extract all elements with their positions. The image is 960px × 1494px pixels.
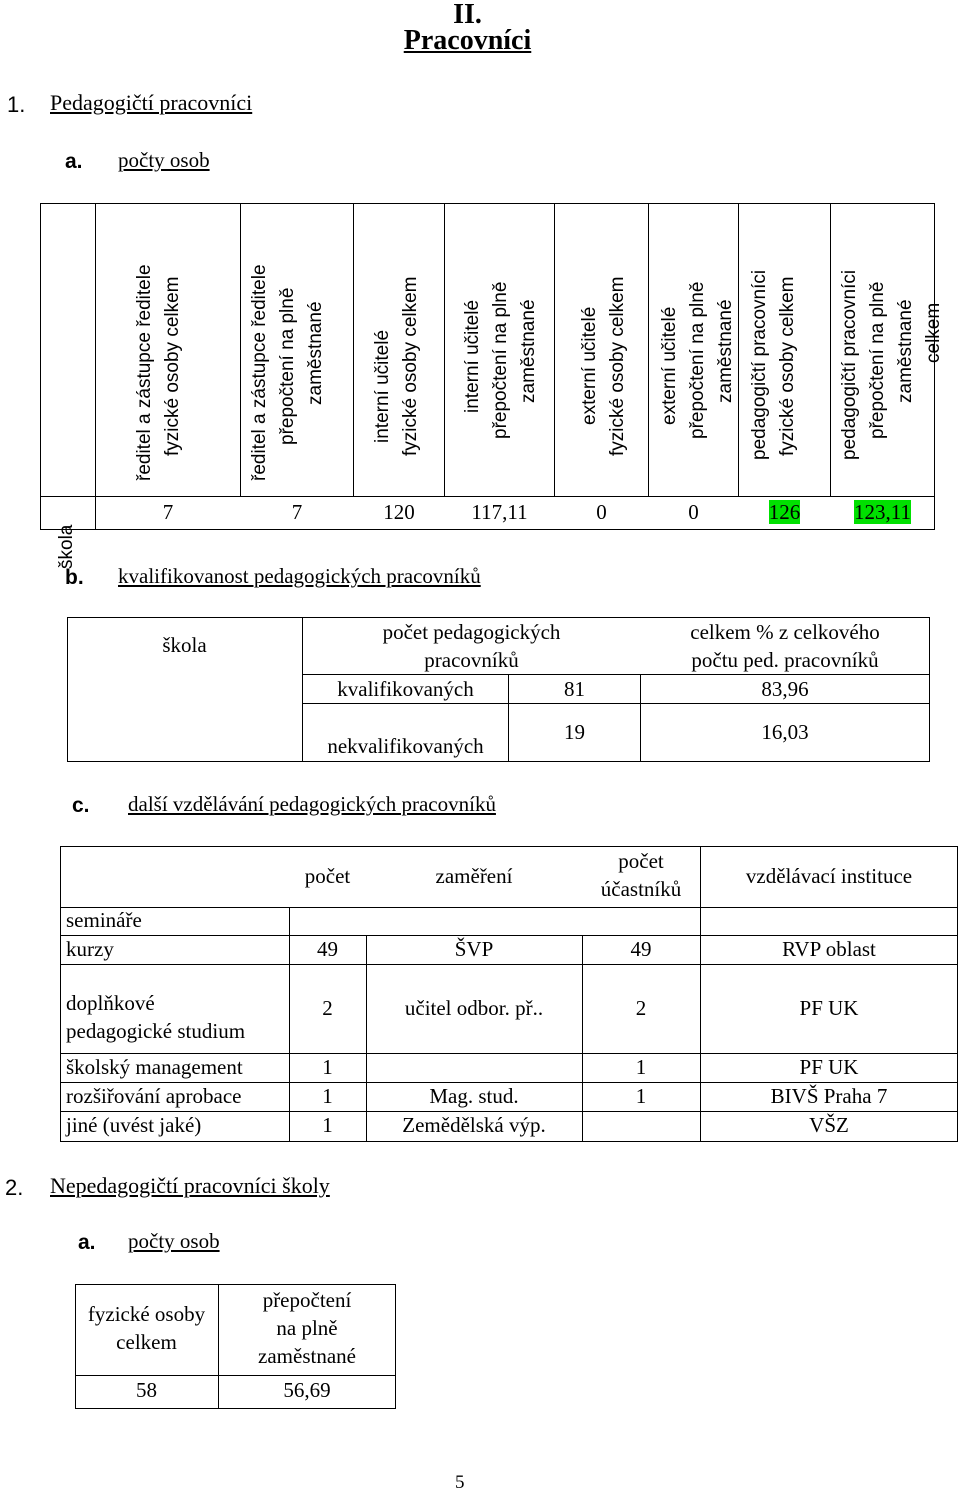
subsection-1b-letter: b.	[65, 566, 84, 589]
col-header-external-fte-3: zaměstnané	[715, 299, 736, 403]
training-row-label: semináře	[66, 908, 142, 932]
col-header-director-fte-2: přepočtení na plně	[277, 287, 298, 445]
training-row-institution: BIVŠ Praha 7	[770, 1084, 888, 1108]
training-row-participants: 1	[635, 1084, 647, 1108]
nonped-header-fte-2: na plně	[276, 1316, 338, 1340]
section-2-title: Nepedagogičtí pracovníci školy	[50, 1173, 330, 1198]
nonped-value-fte: 56,69	[283, 1378, 331, 1402]
training-row-institution: RVP oblast	[782, 937, 876, 961]
value-internal-fte: 117,11	[471, 500, 528, 524]
training-row-count: 1	[322, 1055, 333, 1079]
value-external-fte: 0	[688, 500, 699, 524]
value-director-fte: 7	[291, 500, 303, 524]
training-row-focus: ŠVP	[454, 937, 494, 961]
training-row-participants: 1	[635, 1055, 647, 1079]
col-header-internal-persons-1: interní učitelé	[372, 329, 393, 443]
qual-row-pct: 83,96	[761, 677, 809, 701]
col-header-internal-fte-3: zaměstnané	[518, 299, 539, 403]
qual-row-count: 81	[564, 677, 585, 701]
section-1-number: 1.	[7, 92, 26, 117]
qualification-table	[67, 617, 930, 762]
training-row-label: doplňkové	[66, 991, 155, 1015]
section-1-title: Pedagogičtí pracovníci	[50, 90, 253, 115]
value-ped-fte: 123,11	[854, 500, 911, 524]
training-row-institution: PF UK	[799, 996, 859, 1020]
subsection-1a-letter: a.	[65, 150, 83, 173]
col-header-director-persons-2: fyzické osoby celkem	[162, 276, 183, 456]
subsection-2a-letter: a.	[78, 1231, 96, 1254]
training-row-label: rozšiřování aprobace	[66, 1084, 242, 1108]
training-row-participants: 2	[635, 996, 647, 1020]
col-header-ped-fte-3: zaměstnané	[895, 299, 916, 403]
training-row-count: 1	[322, 1084, 333, 1108]
col-header-ped-persons-1: pedagogičtí pracovníci	[749, 269, 770, 460]
nonped-header-fte-1: přepočtení	[262, 1288, 352, 1312]
qual-school-label: škola	[162, 633, 207, 657]
training-row-count: 1	[322, 1113, 333, 1137]
training-header-institution: vzdělávací instituce	[745, 864, 913, 888]
training-header-participants-2: účastníků	[600, 877, 682, 901]
training-row-focus: učitel odbor. př..	[404, 996, 544, 1020]
col-header-external-persons-1: externí učitelé	[579, 306, 600, 425]
training-header-participants-1: počet	[618, 849, 664, 873]
training-row-label: jiné (uvést jaké)	[66, 1113, 202, 1137]
value-ped-persons: 126	[768, 500, 801, 524]
qual-pct-header-2: počtu ped. pracovníků	[691, 648, 879, 672]
col-header-ped-fte-1: pedagogičtí pracovníci	[839, 269, 860, 460]
training-header-focus: zaměření	[435, 864, 513, 888]
training-row-label: školský management	[66, 1055, 243, 1079]
col-header-director-persons-1: ředitel a zástupce ředitele	[134, 264, 155, 481]
training-row-label-2: pedagogické studium	[66, 1019, 246, 1043]
subsection-2a-title: počty osob	[128, 1229, 220, 1253]
col-header-ped-persons-2: fyzické osoby celkem	[777, 276, 798, 456]
col-header-ped-fte-2: přepočtení na plně	[867, 281, 888, 439]
training-row-label: kurzy	[66, 937, 114, 961]
qual-row-label: kvalifikovaných	[337, 677, 474, 701]
col-header-ped-fte-4: celkem	[923, 302, 944, 363]
nonped-header-persons-1: fyzické osoby	[87, 1302, 206, 1326]
col-header-external-persons-2: fyzické osoby celkem	[607, 276, 628, 456]
col-header-external-fte-1: externí učitelé	[659, 306, 680, 425]
nonped-header-fte-3: zaměstnané	[258, 1344, 356, 1368]
col-header-internal-persons-2: fyzické osoby celkem	[400, 276, 421, 456]
qual-count-header-2: pracovníků	[424, 648, 519, 672]
nonped-header-persons-2: celkem	[116, 1330, 177, 1354]
value-director-persons: 7	[162, 500, 174, 524]
col-header-internal-fte-2: přepočtení na plně	[490, 281, 511, 439]
subsection-1a-title: počty osob	[118, 148, 210, 172]
training-row-participants: 49	[630, 937, 652, 961]
qual-row-count: 19	[564, 720, 585, 744]
qual-pct-header-1: celkem % z celkového	[690, 620, 880, 644]
subsection-1c-title: další vzdělávání pedagogických pracovníků	[128, 792, 496, 816]
training-row-count: 49	[317, 937, 338, 961]
value-external-persons: 0	[596, 500, 607, 524]
col-header-skola: škola	[56, 524, 77, 569]
col-header-director-fte-3: zaměstnané	[305, 301, 326, 405]
roman-numeral: II.	[453, 0, 482, 30]
col-header-director-fte-1: ředitel a zástupce ředitele	[249, 264, 270, 481]
value-internal-persons: 120	[383, 500, 415, 524]
col-header-internal-fte-1: interní učitelé	[462, 299, 483, 413]
qual-count-header-1: počet pedagogických	[382, 620, 561, 644]
subsection-1b-title: kvalifikovanost pedagogických pracovníků	[118, 564, 481, 588]
training-table	[60, 846, 958, 1142]
section-2-number: 2.	[5, 1175, 24, 1200]
training-header-count: počet	[304, 864, 351, 888]
training-row-institution: PF UK	[799, 1055, 859, 1079]
qual-row-pct: 16,03	[761, 720, 809, 744]
nonped-value-persons: 58	[136, 1378, 157, 1402]
qual-row-label: nekvalifikovaných	[327, 734, 484, 758]
non-teaching-staff-table	[75, 1284, 396, 1409]
subsection-1c-letter: c.	[72, 794, 90, 817]
page-title: Pracovníci	[403, 25, 532, 56]
staff-count-table	[40, 203, 944, 569]
page-number: 5	[455, 1472, 465, 1493]
training-row-institution: VŠZ	[809, 1113, 849, 1137]
training-row-count: 2	[322, 996, 333, 1020]
training-row-focus: Mag. stud.	[429, 1084, 519, 1108]
col-header-external-fte-2: přepočtení na plně	[687, 281, 708, 439]
training-row-focus: Zemědělská výp.	[402, 1113, 546, 1137]
